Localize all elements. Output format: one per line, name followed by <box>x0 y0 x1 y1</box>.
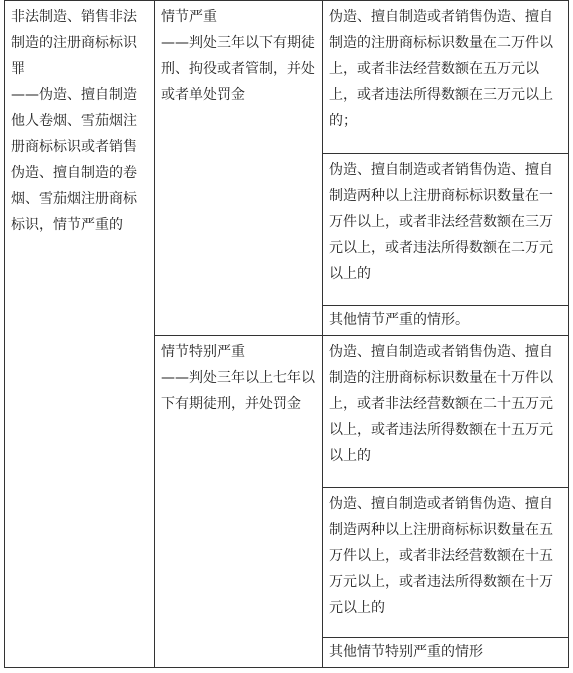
crime-description: ——伪造、擅自制造他人卷烟、雪茄烟注册商标标识或者销售伪造、擅自制造的卷烟、雪茄烟注册商标标识，情节严重的 <box>11 87 137 233</box>
tier-penalty: ——判处三年以上七年以下有期徒刑，并处罚金 <box>161 370 315 412</box>
condition-text: 伪造、擅自制造或者销售伪造、擅自制造两种以上注册商标标识数量在五万件以上，或者非法经营数额在十五万元以上，或者违法所得数额在十万元以上的 <box>329 496 553 616</box>
condition-text: 伪造、擅自制造或者销售伪造、擅自制造两种以上注册商标标识数量在一万件以上，或者非法经营数额在三万元以上，或者违法所得数额在二万元以上的 <box>329 162 553 282</box>
condition-cell <box>323 154 568 305</box>
condition-cell <box>323 638 568 667</box>
condition-text: 其他情节严重的情形。 <box>329 312 469 328</box>
tier-title: 情节特别严重 <box>161 344 245 360</box>
condition-text: 伪造、擅自制造或者销售伪造、擅自制造的注册商标标识数量在十万件以上，或者非法经营数额在二十五万元以上，或者违法所得数额在十五万元以上的 <box>329 344 553 464</box>
crime-cell <box>5 1 154 667</box>
table-border-right <box>568 0 569 667</box>
condition-text: 其他情节特别严重的情形 <box>329 644 483 660</box>
tier-title: 情节严重 <box>161 9 217 25</box>
condition-cell <box>323 306 568 335</box>
condition-text: 伪造、擅自制造或者销售伪造、擅自制造的注册商标标识数量在二万件以上，或者非法经营数额在五万元以上，或者违法所得数额在三万元以上的； <box>329 9 553 129</box>
condition-cell <box>323 488 568 637</box>
tier-cell-serious <box>155 1 322 335</box>
crime-name: 非法制造、销售非法制造的注册商标标识罪 <box>11 9 137 77</box>
table-border-bottom <box>4 667 569 668</box>
condition-cell <box>323 1 568 153</box>
condition-cell <box>323 336 568 487</box>
tier-penalty: ——判处三年以下有期徒刑、拘役或者管制，并处或者单处罚金 <box>161 35 315 103</box>
tier-cell-especially-serious <box>155 336 322 667</box>
